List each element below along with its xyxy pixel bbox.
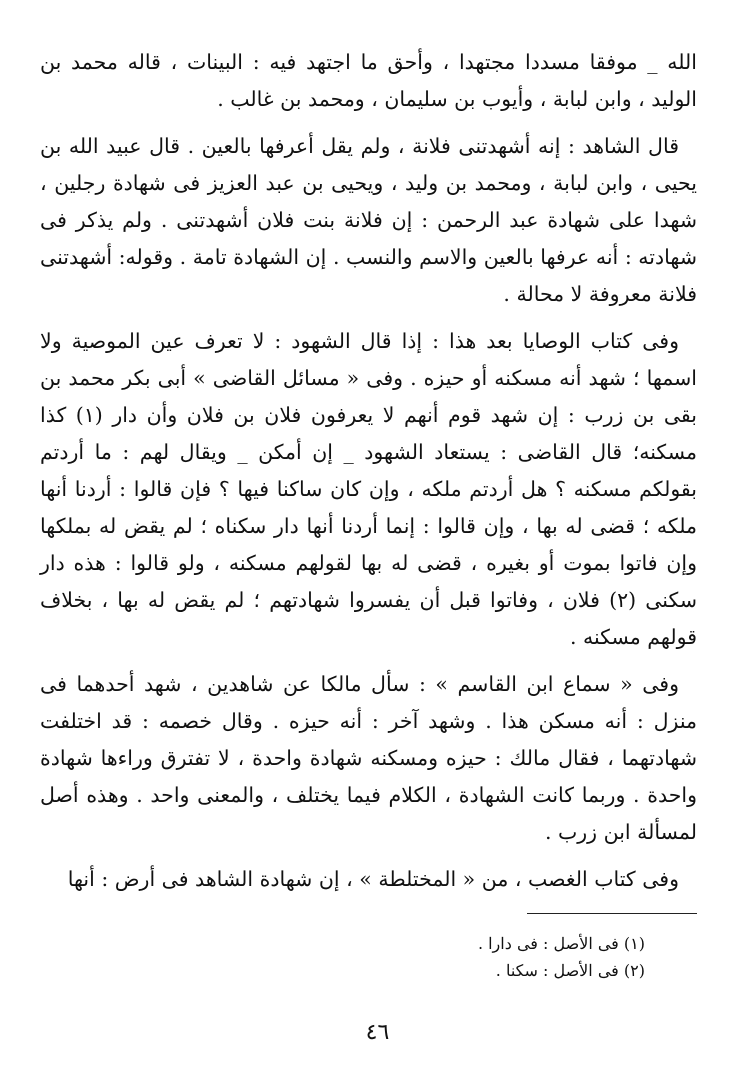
paragraph-text: وفى كتاب الوصايا بعد هذا : إذا قال الشهود : لا تعرف عين الموصية ولا اسمها ؛ شهد أنه مسكنه أو حيزه . وفى « مسائل القاضى » أبى بكر محمد بن بقى بن زرب : إن شهد قوم أنهم لا يعرفون فلان بن فلان وأن دار (١) كذا مسكنه؛ قال القاضى : يستعاد الشهود _ إن أمكن _ ويقال لهم : ما أردتم بقولكم مسكنه ؟ هل أردتم ملكه ، وإن كان ساكنا فيها ؟ فإن قالوا : أردنا أنها ملكه ؛ قضى له بها ، وإن قالوا : إنما أردنا أنها دار سكناه ؛ لم يقض له بملكها وإن فاتوا بموت أو بغيره ، قضى له بها لقولهم مسكنه ، ولو قالوا : هذه دار سكنى (٢) فلان ، وفاتوا قبل أن يفسروا شهادتهم ؛ لم يقض له بها ، بخلاف قولهم مسكنه . bbox=[40, 329, 697, 649]
paragraph bbox=[40, 323, 697, 656]
paragraph bbox=[40, 128, 697, 313]
paragraph-text: الله _ موفقا مسددا مجتهدا ، وأحق ما اجتهد فيه : البينات ، قاله محمد بن الوليد ، وابن لبابة ، وأيوب بن سليمان ، ومحمد بن غالب . bbox=[40, 50, 697, 111]
paragraph bbox=[40, 861, 697, 898]
footnotes bbox=[245, 930, 645, 984]
paragraph bbox=[40, 44, 697, 118]
paragraph-text: قال الشاهد : إنه أشهدتنى فلانة ، ولم يقل أعرفها بالعين . قال عبيد الله بن يحيى ، وابن لبابة ، ومحمد بن وليد ، ويحيى بن عبد العزيز فى شهادة رجلين ، شهدا على شهادة عبد الرحمن : إن فلانة بنت فلان أشهدتنى . ولم يذكر فى شهادته : أنه عرفها بالعين والاسم والنسب . إن الشهادة تامة . وقوله: أشهدتنى فلانة معروفة لا محالة . bbox=[40, 134, 697, 306]
body-text bbox=[40, 44, 697, 908]
footnote: (٢) فى الأصل : سكنا . bbox=[495, 961, 645, 980]
footnote: (١) فى الأصل : فى دارا . bbox=[477, 934, 645, 953]
paragraph bbox=[40, 666, 697, 851]
paragraph-text: وفى كتاب الغصب ، من « المختلطة » ، إن شهادة الشاهد فى أرض : أنها bbox=[67, 867, 679, 891]
footnote-divider bbox=[527, 913, 697, 914]
paragraph-text: وفى « سماع ابن القاسم » : سأل مالكا عن شاهدين ، شهد أحدهما فى منزل : أنه مسكن هذا . وشهد آخر : أنه حيزه . وقال خصمه : قد اختلفت شهادتهما ، فقال مالك : حيزه ومسكنه شهادة واحدة ، لا تفترق وراءها شهادة واحدة . وربما كانت الشهادة ، الكلام فيما يختلف ، والمعنى واحد . وهذه أصل لمسألة ابن زرب . bbox=[40, 672, 697, 844]
page-number: ٤٦ bbox=[365, 1020, 390, 1045]
